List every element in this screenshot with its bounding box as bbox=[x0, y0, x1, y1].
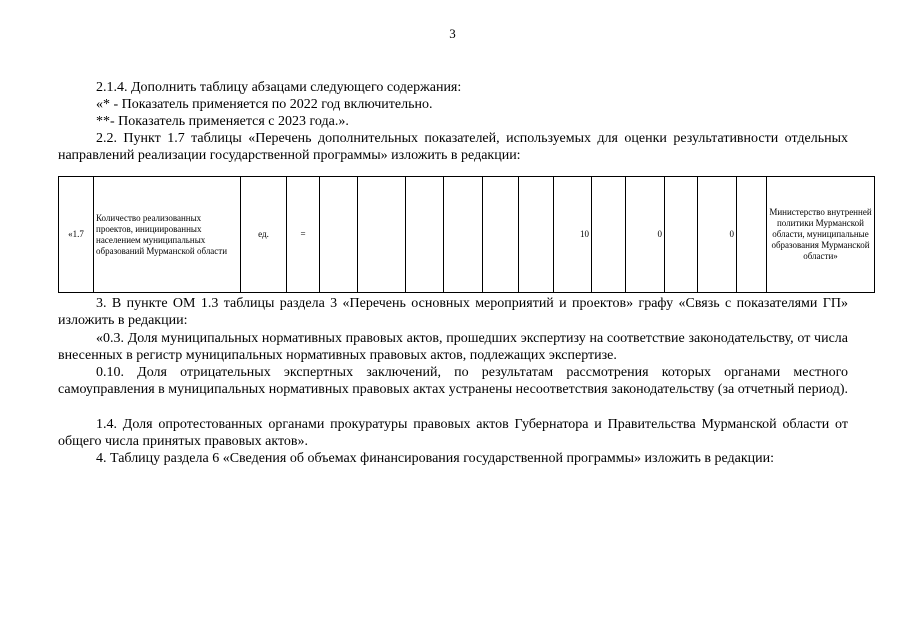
paragraph-0-10: 0.10. Доля отрицательных экспертных заключений, по результатам рассмотрения которых органами местного самоуправления в муниципальных нормативных правовых актах устранены несоответствия законодательству (за отчетный период). bbox=[58, 365, 848, 397]
paragraph-1-4: 1.4. Доля опротестованных органами прокуратуры правовых актов Губернатора и Правительства Мурманской области от общего числа принятых правовых актов». bbox=[58, 417, 848, 449]
cell-empty bbox=[406, 177, 444, 293]
cell-value-2: 0 bbox=[626, 177, 665, 293]
cell-value-1: 10 bbox=[554, 177, 592, 293]
cell-empty bbox=[592, 177, 626, 293]
paragraph-note-2: **- Показатель применяется с 2023 года.». bbox=[96, 114, 349, 129]
paragraph-4: 4. Таблицу раздела 6 «Сведения об объемах финансирования государственной программы» изложить в редакции: bbox=[96, 451, 775, 466]
cell-empty bbox=[320, 177, 358, 293]
cell-value-3: 0 bbox=[698, 177, 737, 293]
cell-sign: = bbox=[287, 177, 320, 293]
cell-empty bbox=[519, 177, 554, 293]
page-number: 3 bbox=[449, 26, 456, 41]
paragraph-2-1-4: 2.1.4. Дополнить таблицу абзацами следующего содержания: bbox=[96, 80, 462, 95]
cell-empty bbox=[665, 177, 698, 293]
paragraph-0-3: «0.3. Доля муниципальных нормативных правовых актов, прошедших экспертизу на соответствие законодательству, от числа внесенных в регистр муниципальных нормативных правовых актов, подлежащих экспертизе. bbox=[58, 331, 848, 363]
cell-unit: ед. bbox=[241, 177, 287, 293]
cell-number: «1.7 bbox=[59, 177, 94, 293]
cell-empty bbox=[737, 177, 767, 293]
indicator-table bbox=[58, 176, 875, 293]
cell-empty bbox=[444, 177, 483, 293]
table-row bbox=[59, 177, 875, 293]
cell-responsible: Министерство внутренней политики Мурманской области, муниципальные образования Мурманской области» bbox=[767, 177, 875, 293]
cell-empty bbox=[483, 177, 519, 293]
cell-indicator-name: Количество реализованных проектов, инициированных населением муниципальных образований Мурманской области bbox=[94, 177, 241, 293]
paragraph-2-2: 2.2. Пункт 1.7 таблицы «Перечень дополнительных показателей, используемых для оценки результативности отдельных направлений реализации государственной программы» изложить в редакции: bbox=[58, 131, 848, 163]
paragraph-note-1: «* - Показатель применяется по 2022 год включительно. bbox=[96, 97, 433, 112]
cell-empty bbox=[358, 177, 406, 293]
paragraph-3: 3. В пункте ОМ 1.3 таблицы раздела 3 «Перечень основных мероприятий и проектов» графу «Связь с показателями ГП» изложить в редакции: bbox=[58, 296, 848, 328]
